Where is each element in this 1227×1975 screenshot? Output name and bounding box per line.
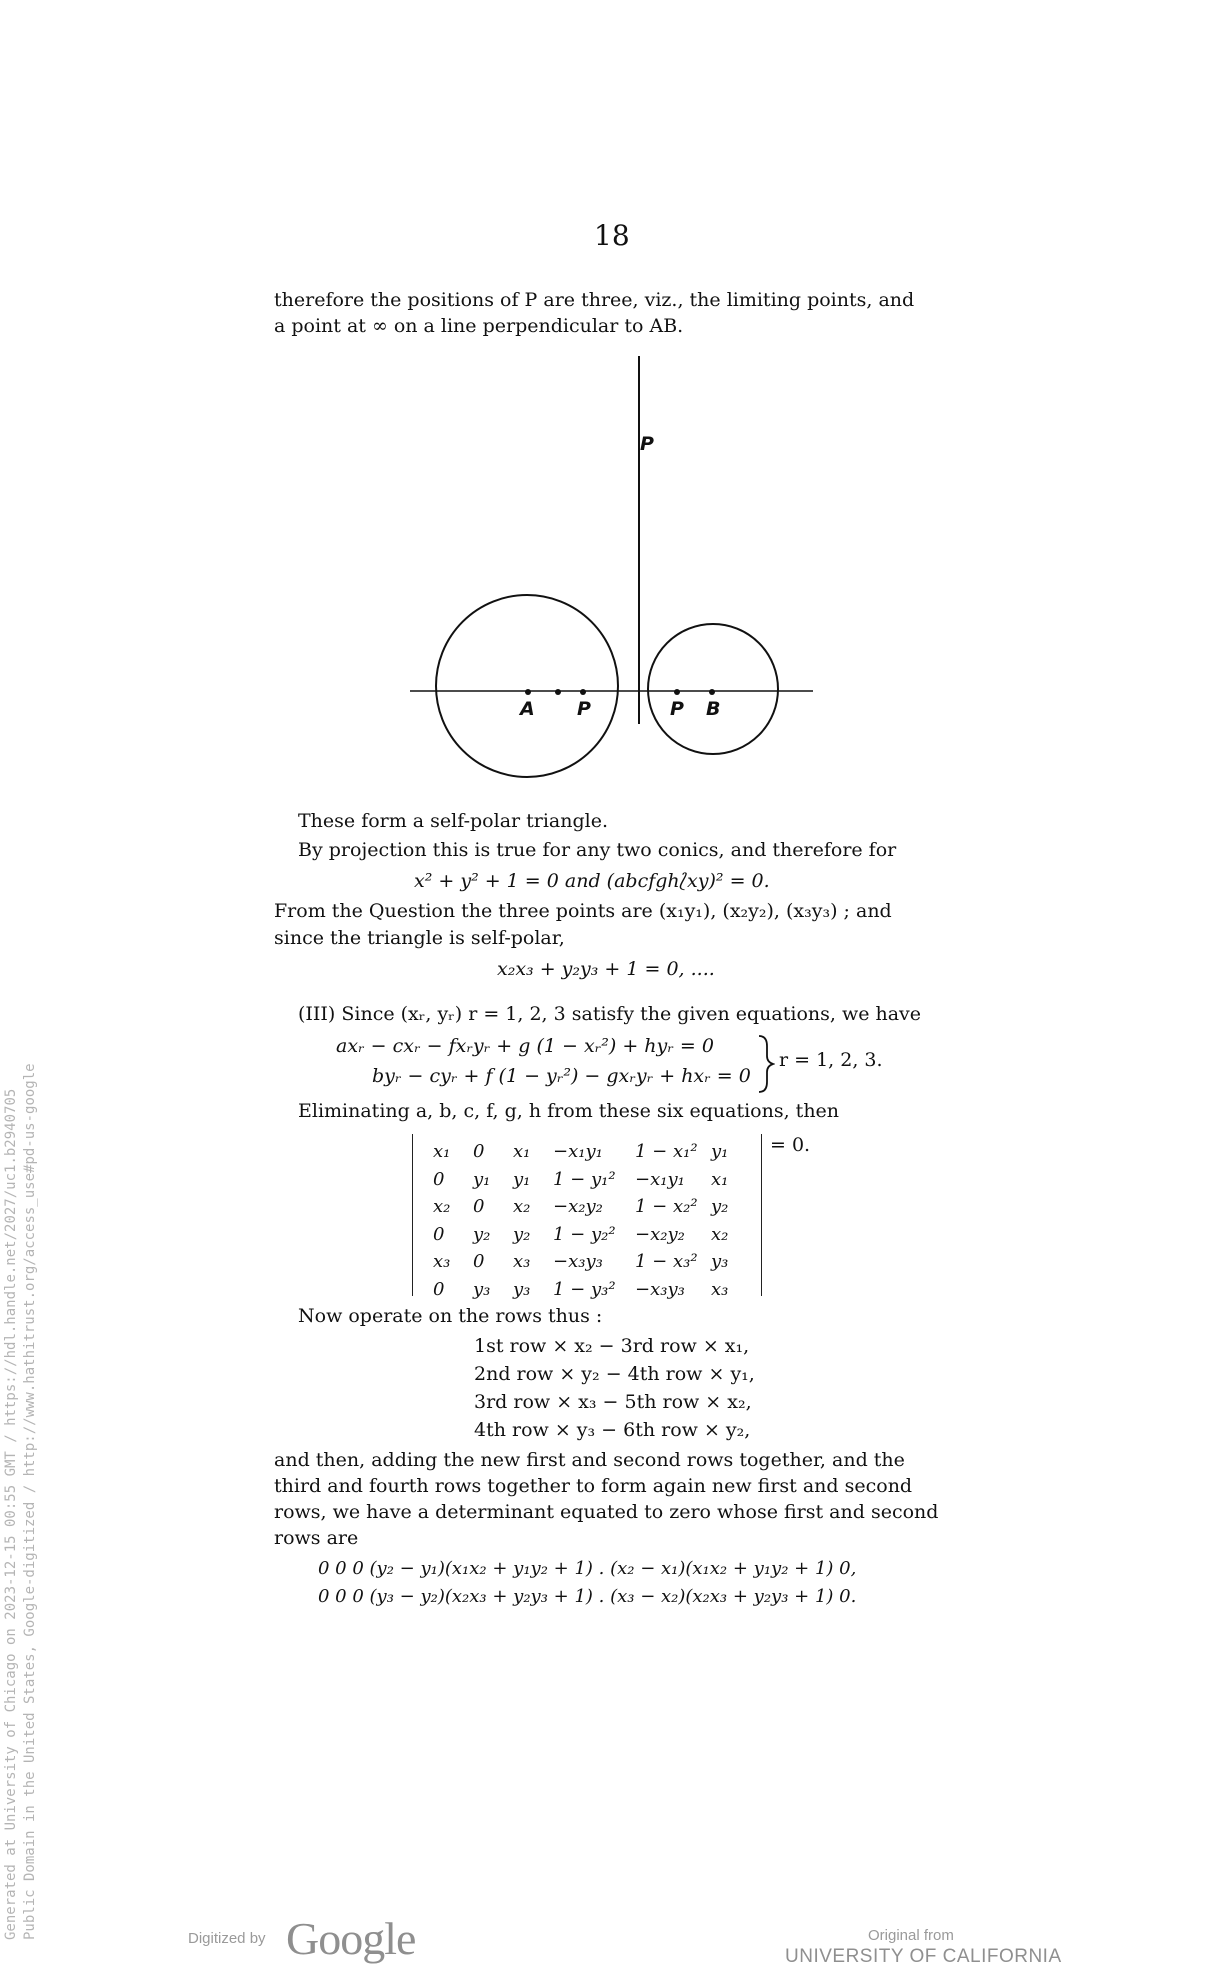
stamp-line-2: Public Domain in the United States, Google-digitized / http://www.hathitrust.org/access_use#pd-us-google <box>22 1063 38 1940</box>
point-a <box>525 689 531 695</box>
point-p-left <box>580 689 586 695</box>
determinant-cell: 1 − x₃² <box>635 1251 698 1273</box>
system-equation-1: axᵣ − cxᵣ − fxᵣyᵣ + g (1 − xᵣ²) + hyᵣ = 0 <box>336 1035 714 1057</box>
operation-1: 1st row × x₂ − 3rd row × x₁, <box>474 1335 750 1357</box>
determinant-cell: −x₁y₁ <box>553 1141 603 1163</box>
eliminating-line: Eliminating a, b, c, f, g, h from these six equations, then <box>298 1100 840 1122</box>
determinant-cell: 0 <box>433 1168 445 1190</box>
left-circle <box>436 595 618 777</box>
determinant-cell: −x₂y₂ <box>635 1223 685 1245</box>
since-line: since the triangle is self-polar, <box>274 927 565 949</box>
page-number: 18 <box>594 219 630 252</box>
point-p-mid <box>555 689 561 695</box>
determinant-cell: y₃ <box>711 1251 729 1273</box>
determinant-cell: x₂ <box>513 1196 531 1218</box>
right-circle <box>648 624 778 754</box>
determinant-cell: y₁ <box>473 1168 491 1190</box>
determinant-cell: x₁ <box>711 1168 729 1190</box>
determinant-cell: y₃ <box>473 1278 491 1300</box>
determinant <box>412 1134 762 1300</box>
conics-equation: x² + y² + 1 = 0 and (abcfgh⟅xy)² = 0. <box>414 870 770 892</box>
system-r-label: r = 1, 2, 3. <box>779 1049 883 1071</box>
original-from-label: Original from <box>868 1927 954 1944</box>
stamp-line-1: Generated at University of Chicago on 2023-12-15 00:55 GMT / https://hdl.handle.net/2027/uc1.b2940705 <box>3 1088 19 1940</box>
determinant-cell: x₁ <box>513 1141 531 1163</box>
determinant-row <box>433 1138 741 1166</box>
final-row-2: 0 0 0 (y₃ − y₂)(x₂x₃ + y₂y₃ + 1) . (x₃ − x₂)(x₂x₃ + y₂y₃ + 1) 0. <box>318 1586 857 1607</box>
label-p-left: P <box>577 698 591 720</box>
self-polar-line: These form a self-polar triangle. <box>298 810 609 832</box>
determinant-cell: −x₃y₃ <box>553 1251 603 1273</box>
determinant-cell: x₁ <box>433 1141 451 1163</box>
determinant-cell: x₃ <box>711 1278 729 1300</box>
determinant-cell: 1 − y₁² <box>553 1168 616 1190</box>
determinant-cell: y₃ <box>513 1278 531 1300</box>
determinant-cell: x₃ <box>433 1251 451 1273</box>
determinant-cell: −x₁y₁ <box>635 1168 685 1190</box>
self-polar-equation: x₂x₃ + y₂y₃ + 1 = 0, .... <box>497 958 715 980</box>
determinant-cell: y₁ <box>513 1168 531 1190</box>
and-then-line-1: and then, adding the new first and second rows together, and the <box>274 1449 905 1471</box>
and-then-line-3: rows, we have a determinant equated to zero whose first and second <box>274 1501 939 1523</box>
determinant-cell: 0 <box>473 1196 485 1218</box>
part-iii-line: (III) Since (xᵣ, yᵣ) r = 1, 2, 3 satisfy the given equations, we have <box>298 1003 922 1025</box>
determinant-row <box>433 1193 741 1221</box>
from-question-line: From the Question the three points are (x₁y₁), (x₂y₂), (x₃y₃) ; and <box>274 900 892 922</box>
determinant-cell: 1 − y₃² <box>553 1278 616 1300</box>
hathitrust-stamp <box>2 1063 40 1940</box>
determinant-equals: = 0. <box>770 1134 811 1156</box>
determinant-cell: −x₃y₃ <box>635 1278 685 1300</box>
determinant-cell: −x₂y₂ <box>553 1196 603 1218</box>
university-label: UNIVERSITY OF CALIFORNIA <box>785 1946 1062 1967</box>
operation-4: 4th row × y₃ − 6th row × y₂, <box>474 1419 751 1441</box>
point-b <box>709 689 715 695</box>
determinant-row <box>433 1166 741 1194</box>
determinant-cell: x₃ <box>513 1251 531 1273</box>
now-operate-line: Now operate on the rows thus : <box>298 1305 603 1327</box>
determinant-cell: x₂ <box>711 1223 729 1245</box>
determinant-cell: y₂ <box>711 1196 729 1218</box>
projection-line: By projection this is true for any two conics, and therefore for <box>298 839 897 861</box>
determinant-row <box>433 1221 741 1249</box>
label-p-top: P <box>640 433 654 455</box>
determinant-row <box>433 1276 741 1304</box>
determinant-cell: 1 − y₂² <box>553 1223 616 1245</box>
system-brace <box>755 1034 775 1094</box>
final-row-1: 0 0 0 (y₂ − y₁)(x₁x₂ + y₁y₂ + 1) . (x₂ − x₁)(x₁x₂ + y₁y₂ + 1) 0, <box>318 1558 857 1579</box>
determinant-cell: y₁ <box>711 1141 729 1163</box>
determinant-cell: 1 − x₂² <box>635 1196 698 1218</box>
point-p-right <box>674 689 680 695</box>
and-then-line-2: third and fourth rows together to form again new first and second <box>274 1475 913 1497</box>
digitized-by-label: Digitized by <box>188 1930 266 1947</box>
operation-2: 2nd row × y₂ − 4th row × y₁, <box>474 1363 755 1385</box>
determinant-cell: 0 <box>433 1278 445 1300</box>
determinant-cell: 0 <box>473 1251 485 1273</box>
determinant-cell: y₂ <box>473 1223 491 1245</box>
operation-3: 3rd row × x₃ − 5th row × x₂, <box>474 1391 752 1413</box>
determinant-cell: 0 <box>433 1223 445 1245</box>
determinant-cell: 1 − x₁² <box>635 1141 698 1163</box>
label-a: A <box>520 698 535 720</box>
and-then-line-4: rows are <box>274 1527 359 1549</box>
intro-line-2: a point at ∞ on a line perpendicular to AB. <box>274 315 684 337</box>
label-b: B <box>706 698 721 720</box>
determinant-row <box>433 1248 741 1276</box>
determinant-cell: x₂ <box>433 1196 451 1218</box>
determinant-cell: 0 <box>473 1141 485 1163</box>
determinant-grid <box>433 1138 741 1303</box>
system-equation-2: byᵣ − cyᵣ + f (1 − yᵣ²) − gxᵣyᵣ + hxᵣ = 0 <box>372 1065 751 1087</box>
determinant-cell: y₂ <box>513 1223 531 1245</box>
intro-line-1: therefore the positions of P are three, viz., the limiting points, and <box>274 289 915 311</box>
label-p-right: P <box>670 698 684 720</box>
google-logo: Google <box>286 1913 416 1964</box>
